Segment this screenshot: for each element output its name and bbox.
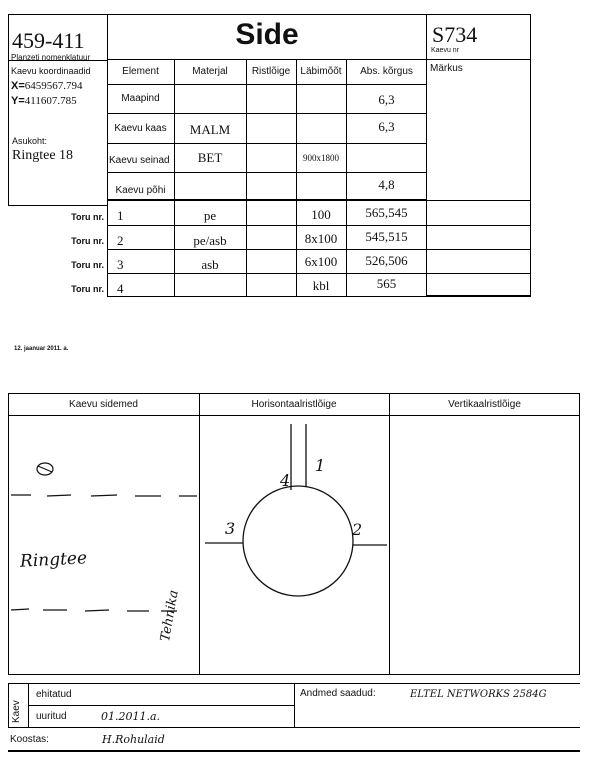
col-title-vertical-section: Vertikaalristlõige	[448, 399, 521, 410]
col-title-well-links: Kaevu sidemed	[69, 399, 138, 410]
pipe-diameter: kbl	[312, 278, 330, 293]
divider	[107, 84, 427, 85]
pipe-height: 565	[376, 276, 397, 291]
row-diameter: 900x1800	[303, 153, 339, 163]
pipe-height: 565,545	[365, 205, 408, 220]
nomenclature-value: 459-411	[12, 28, 85, 53]
pipe-nr: 1	[117, 208, 124, 223]
pipe-height: 526,506	[365, 253, 408, 268]
y-label: Y=	[11, 95, 25, 107]
pipe-nr: 4	[117, 281, 124, 296]
pipe-material: pe	[203, 208, 217, 223]
divider	[107, 172, 427, 173]
row-material: MALM	[189, 122, 231, 137]
built-label: ehitatud	[36, 689, 72, 700]
divider	[8, 683, 9, 727]
divider	[8, 727, 580, 728]
divider	[107, 273, 531, 274]
divider	[426, 59, 531, 60]
pipe-nr: 2	[117, 233, 124, 248]
col-title-horizontal-section: Horisontaalristlõige	[251, 399, 337, 410]
well-side-label: Kaev	[11, 700, 22, 723]
well-number-label: Kaevu nr	[431, 47, 460, 54]
pipe-label: Toru nr.	[71, 260, 104, 270]
well-number: S734	[432, 22, 478, 47]
coords-label: Kaevu koordinaadid	[11, 66, 91, 76]
col-header-element: Element	[122, 66, 159, 77]
col-header-section: Ristlõige	[251, 66, 291, 77]
divider	[28, 705, 295, 706]
pipe-material: pe/asb	[193, 233, 227, 248]
pipe-nr: 3	[117, 257, 124, 272]
pipe-label: Toru nr.	[71, 284, 104, 294]
row-height: 6,3	[378, 92, 395, 107]
pipe-mark: 3	[225, 519, 236, 538]
col-header-height: Abs. kõrgus	[360, 66, 413, 77]
nomenclature-label: Planzeti nomenklatuur	[11, 53, 91, 62]
surveyed-label: uuritud	[36, 711, 67, 722]
divider	[389, 393, 390, 675]
well-symbol-icon	[37, 463, 53, 475]
data-from-value: ELTEL NETWORKS 2584G	[410, 689, 547, 700]
divider	[8, 750, 580, 752]
date-note: 12. jaanuar 2011. a.	[14, 346, 69, 352]
row-height: 4,8	[378, 177, 395, 192]
compiled-label: Koostas:	[10, 734, 49, 745]
divider	[107, 200, 531, 201]
divider	[107, 113, 427, 114]
row-material: BET	[197, 150, 223, 165]
row-element: Kaevu kaas	[114, 123, 167, 134]
pipe-mark: 4	[280, 471, 291, 490]
pipe-label: Toru nr.	[71, 212, 104, 222]
divider	[107, 296, 531, 297]
street-label: Ringtee	[19, 548, 88, 572]
location-label: Asukoht:	[12, 136, 48, 146]
data-from-label: Andmed saadud:	[300, 688, 376, 699]
divider	[294, 683, 295, 727]
pipe-diameter: 100	[311, 207, 331, 222]
compiled-value: H.Rohulaid	[102, 733, 165, 746]
x-coordinate	[11, 80, 83, 92]
pipe-mark: 2	[352, 520, 363, 539]
row-element: Kaevu seinad	[109, 155, 170, 166]
row-element: Kaevu põhi	[115, 185, 166, 196]
divider	[246, 59, 247, 296]
y-value: 411607.785	[24, 95, 77, 107]
row-element: Maapind	[121, 93, 160, 104]
col-header-diameter: Läbimõõt	[300, 66, 342, 77]
well-circle	[243, 486, 353, 596]
divider	[107, 249, 531, 250]
pipe-label: Toru nr.	[71, 236, 104, 246]
divider	[107, 143, 427, 144]
x-label: X=	[11, 80, 25, 92]
page-title: Side	[235, 18, 299, 51]
horizontal-section-sketch	[200, 416, 389, 674]
pipe-height: 545,515	[365, 229, 408, 244]
pipe-diameter: 6x100	[304, 254, 338, 269]
divider	[107, 225, 531, 226]
y-coordinate	[11, 95, 77, 107]
remarks-block	[426, 14, 531, 296]
x-value: 6459567.794	[24, 80, 83, 92]
col-header-material: Materjal	[192, 66, 228, 77]
side-label: Tehnika	[158, 588, 182, 643]
location-value: Ringtee 18	[12, 148, 74, 163]
pipe-mark: 1	[315, 456, 326, 475]
remarks-label: Märkus	[430, 63, 463, 74]
pipe-diameter: 8x100	[304, 231, 338, 246]
surveyed-value: 01.2011.a.	[101, 710, 161, 723]
row-height: 6,3	[378, 119, 395, 134]
pipe-material: asb	[201, 257, 219, 272]
divider	[107, 200, 108, 296]
